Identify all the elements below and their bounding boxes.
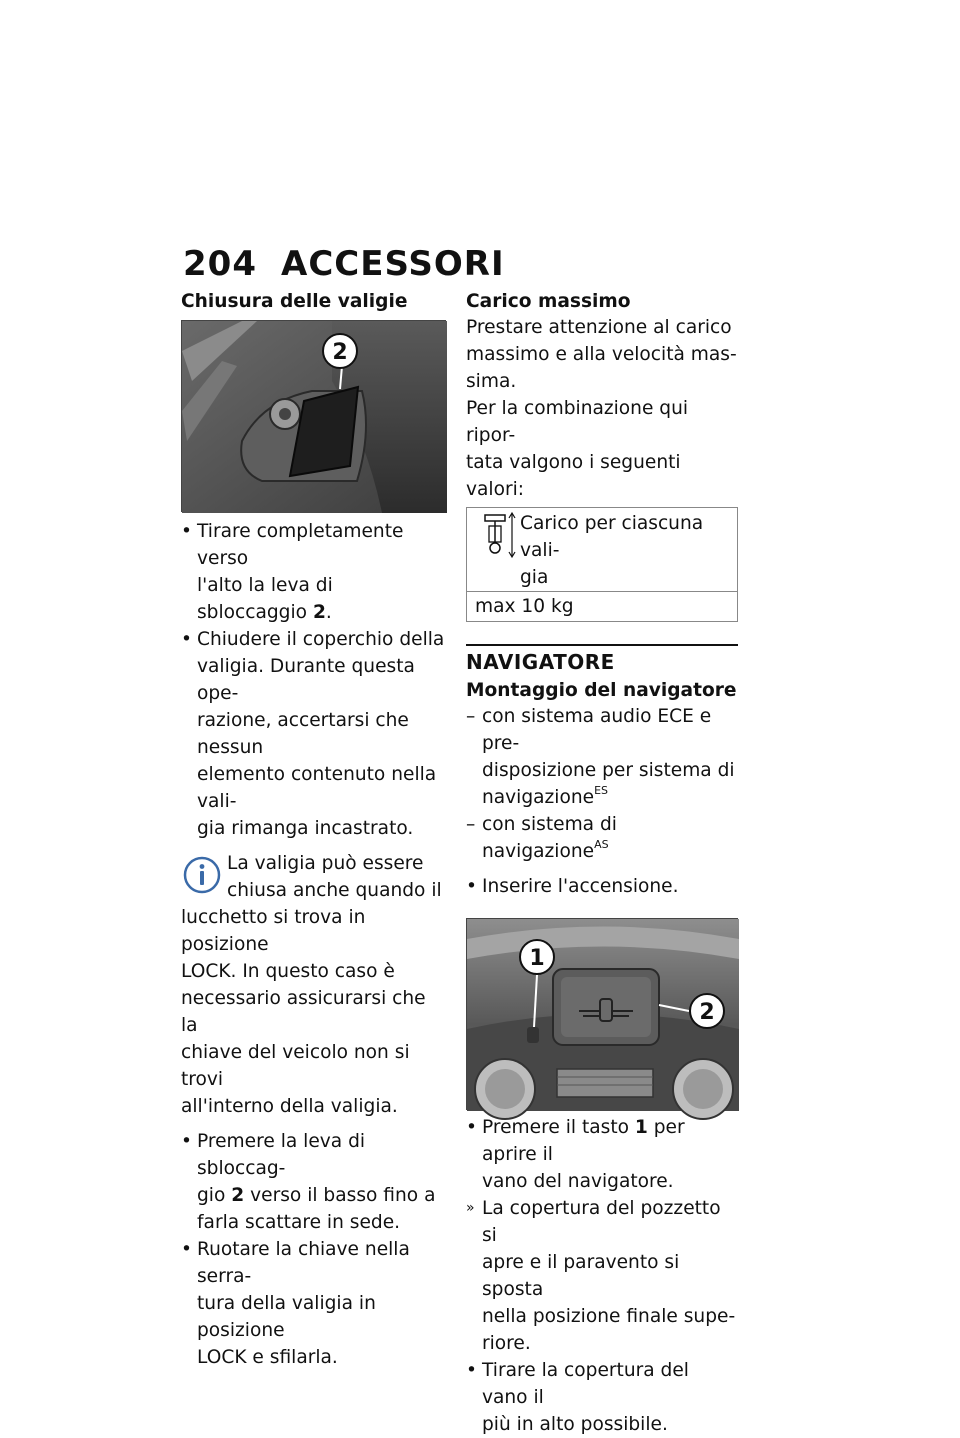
list-item: • Chiudere il coperchio della valigia. Durante questa ope- razione, accertarsi che nessun elemento contenuto nella vali- gia rimanga incastrato. [181, 629, 445, 839]
load-value: max 10 kg [467, 592, 738, 622]
left-column [181, 290, 446, 1371]
info-note: La valigia può essere chiusa anche quando il lucchetto si trova in posizione LOCK. In questo caso è necessario assicurarsi che la chiave del veicolo non si trovi all'interno della valigia. [181, 853, 442, 1117]
right-column [466, 290, 738, 1438]
list-item: • Premere la leva di sbloccag- gio 2 verso il basso fino a farla scattare in sede. [181, 1131, 436, 1233]
load-table: Carico per ciascuna vali- gia max 10 kg [466, 507, 738, 622]
list-item: » La copertura del pozzetto si apre e il paravento si sposta nella posizione finale supe- riore. [466, 1198, 736, 1354]
list-item: – con sistema di navigazione$^{AS}$ [466, 814, 617, 862]
intro-text: Prestare attenzione al carico massimo e alla velocità mas- sima. Per la combinazione qui ripor- tata valgono i seguenti valori: [466, 317, 737, 500]
case-lock-illustration [182, 321, 447, 513]
steps-list-1 [181, 518, 446, 842]
list-item: • Tirare completamente verso l'alto la leva di sbloccaggio 2. [181, 521, 404, 623]
section-heading-luggage-lock: Chiusura delle valigie [181, 291, 408, 312]
section-divider [466, 644, 738, 646]
section-heading-max-load: Carico massimo [466, 291, 631, 312]
requirements-list [466, 703, 738, 865]
load-label: Carico per ciascuna vali- [520, 513, 704, 561]
list-item: • Premere il tasto 1 per aprire il vano del navigatore. [466, 1117, 685, 1192]
page-header [183, 244, 505, 284]
photo-case-lock [181, 320, 446, 512]
page-number: 204 [183, 244, 257, 284]
section-title-navigator: NAVIGATORE [466, 650, 615, 674]
dashboard-illustration [467, 919, 739, 1111]
chapter-title: ACCESSORI [281, 244, 505, 284]
list-item: • Ruotare la chiave nella serra- tura della valigia in posizione LOCK e sfilarla. [181, 1239, 410, 1368]
photo-callout-2: 2 [332, 340, 348, 365]
weight-icon [481, 512, 517, 558]
navigator-steps [466, 1114, 738, 1438]
photo-callout-2b: 2 [699, 1000, 715, 1025]
photo-navigator-dash [466, 918, 738, 1110]
list-item: • Tirare la copertura del vano il più in alto possibile. [466, 1360, 689, 1435]
steps-list-2 [181, 1128, 446, 1371]
ignition-step [466, 873, 738, 900]
sub-heading-navigator-mount: Montaggio del navigatore [466, 680, 737, 701]
list-item: – con sistema audio ECE e pre- disposizione per sistema di navigazione$^{ES}$ [466, 706, 735, 808]
info-icon [181, 854, 223, 896]
list-item: • Inserire l'accensione. [466, 876, 679, 897]
photo-callout-1: 1 [529, 946, 545, 971]
